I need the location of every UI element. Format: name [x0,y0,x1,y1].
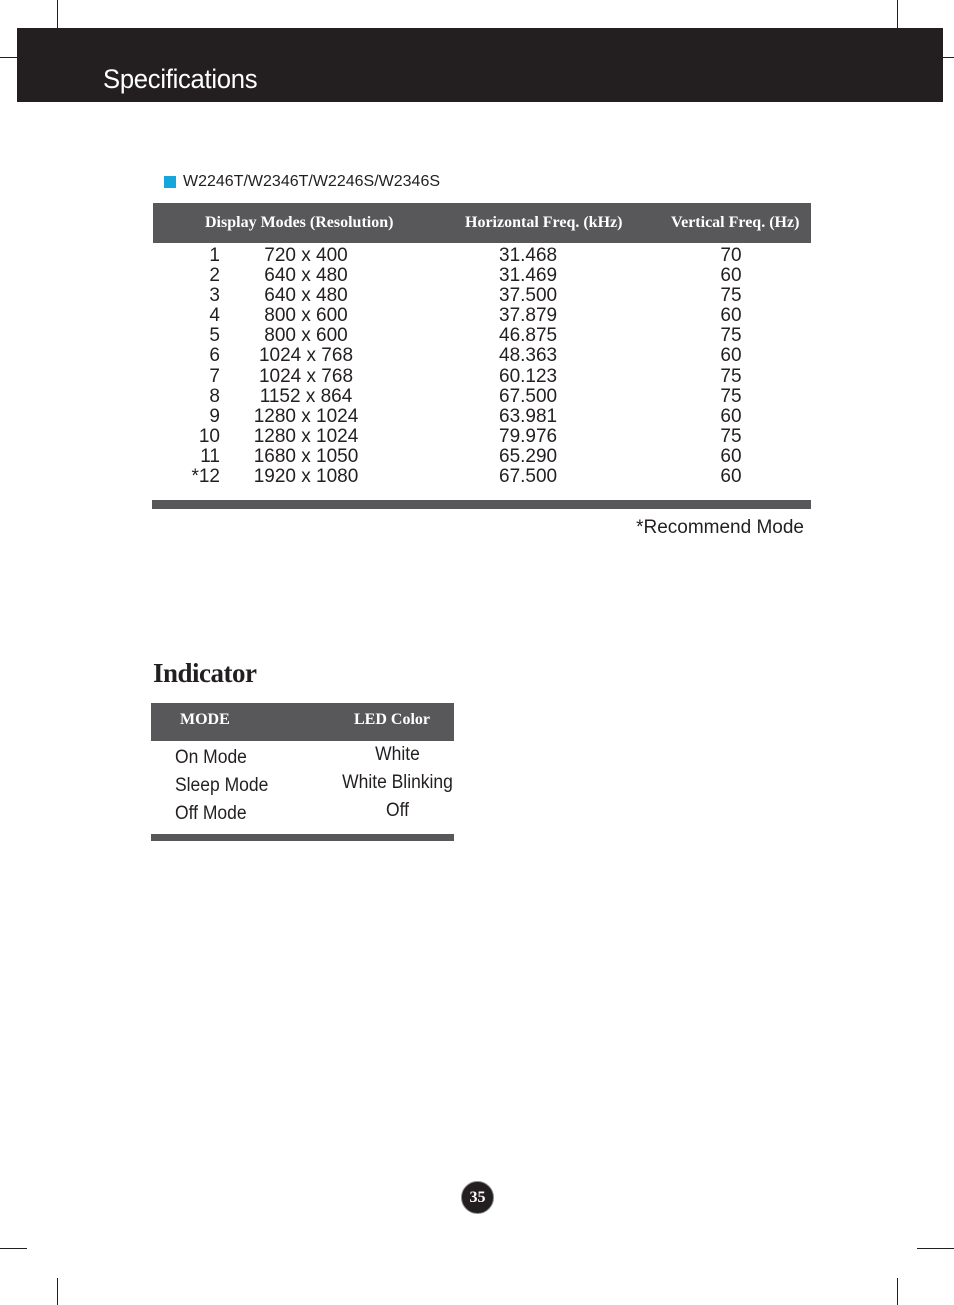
indicator-bottom-rule [151,834,454,841]
indicator-cell-led: Off [386,800,409,821]
column-horizontal-freq [499,246,557,487]
table-cell-res: 1280 x 1024 [253,405,359,427]
column-resolution [236,246,376,487]
table-cell-v: 75 [720,425,742,447]
header-led-color: LED Color [354,711,430,728]
table-cell-no: 1 [209,245,220,266]
header-vertical-freq: Vertical Freq. (Hz) [671,214,800,231]
table-cell-no: 3 [209,285,220,307]
table-cell-h: 37.500 [499,285,558,307]
crop-mark [897,1278,898,1305]
table-cell-res: 1680 x 1050 [253,445,359,467]
column-mode-number [160,246,220,487]
square-bullet-icon [164,176,176,188]
table-cell-v: 75 [720,325,742,347]
indicator-cell-mode: Off Mode [175,803,247,824]
table-cell-no: 7 [209,365,220,387]
header-horizontal-freq: Horizontal Freq. (kHz) [465,214,623,231]
table-cell-res: 720 x 400 [264,245,348,266]
table-cell-h: 60.123 [499,365,558,387]
table-cell-no: 9 [209,405,220,427]
table-cell-h: 79.976 [499,425,558,447]
indicator-cell-led: White [375,744,420,765]
table-cell-res: 640 x 480 [264,285,348,307]
table-cell-h: 65.290 [499,445,558,467]
table-cell-h: 67.500 [499,466,558,488]
table-cell-v: 75 [720,365,742,387]
table-cell-res: 1024 x 768 [258,365,354,387]
table-cell-h: 67.500 [499,385,558,407]
table-cell-v: 60 [720,445,742,467]
column-led-color [330,741,465,825]
table-cell-res: 640 x 480 [264,265,348,287]
table-cell-no: 8 [209,385,220,407]
table-cell-res: 1152 x 864 [259,385,353,407]
table-cell-h: 63.981 [499,405,558,427]
table-bottom-rule [152,500,811,509]
header-bar [17,28,943,102]
table-cell-res: 800 x 600 [264,325,348,347]
table-cell-res: 1920 x 1080 [253,466,359,488]
crop-mark [57,1278,58,1305]
indicator-title: Indicator [153,658,257,688]
crop-mark [897,0,898,28]
table-cell-h: 48.363 [499,345,558,367]
header-display-modes: Display Modes (Resolution) [205,214,394,231]
table-cell-v: 70 [720,245,742,266]
crop-mark [943,57,954,58]
table-cell-res: 1024 x 768 [258,345,354,367]
table-cell-no: 6 [209,345,220,367]
indicator-table-header [151,703,454,741]
page-number: 35 [461,1181,494,1214]
timing-table-header [153,203,811,243]
table-cell-v: 75 [720,285,742,307]
crop-mark [0,1248,27,1249]
table-cell-no: 11 [200,445,220,467]
table-cell-v: 60 [720,466,742,488]
indicator-cell-mode: On Mode [175,747,247,768]
table-cell-no: 4 [209,305,220,327]
indicator-cell-led: White Blinking [342,772,453,793]
column-mode [175,744,276,828]
table-cell-v: 60 [720,405,742,427]
header-mode: MODE [180,711,230,728]
table-cell-res: 800 x 600 [264,305,348,327]
crop-mark [917,1248,954,1249]
table-cell-no: *12 [191,466,220,488]
table-cell-v: 60 [720,265,742,287]
page-title: Specifications [103,64,258,94]
table-cell-h: 46.875 [499,325,558,347]
table-cell-h: 31.469 [499,265,558,287]
table-cell-h: 37.879 [499,305,558,327]
crop-mark [0,57,17,58]
table-cell-no: 2 [209,265,220,287]
table-cell-v: 75 [720,385,742,407]
table-cell-v: 60 [720,345,742,367]
table-cell-no: 5 [209,325,220,347]
table-cell-v: 60 [720,305,742,327]
column-vertical-freq [700,246,762,487]
table-cell-res: 1280 x 1024 [253,425,359,447]
table-cell-no: 10 [198,425,220,447]
crop-mark [57,0,58,28]
table-cell-h: 31.468 [499,245,558,266]
indicator-cell-mode: Sleep Mode [175,775,269,796]
model-label: W2246T/W2346T/W2246S/W2346S [183,173,441,190]
recommend-footnote: *Recommend Mode [636,517,804,538]
model-line [164,172,440,192]
